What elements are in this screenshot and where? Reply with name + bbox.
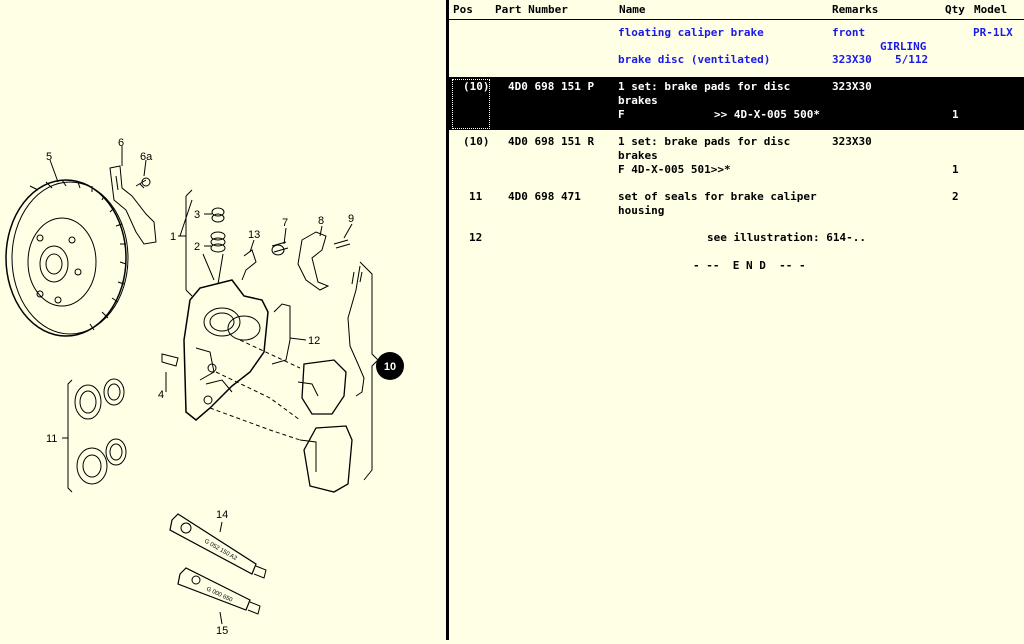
row-pos: (10) — [463, 80, 490, 93]
callout-15[interactable]: 15 — [216, 625, 229, 637]
row-part-number[interactable]: 4D0 698 471 — [508, 190, 581, 203]
brake-assembly-illustration — [0, 0, 446, 640]
group-name-line1: floating caliper brake — [618, 26, 764, 39]
col-header-part-number[interactable]: Part Number — [495, 3, 568, 16]
callout-8[interactable]: 8 — [318, 215, 325, 227]
tube-label-15: G 000 650 — [205, 586, 234, 604]
group-name-line2: brake disc (ventilated) — [618, 53, 771, 66]
brake-disc-drawing — [6, 180, 128, 336]
end-marker: - -- E N D -- - — [693, 259, 806, 272]
row-name-line2: brakes — [618, 149, 658, 162]
tube-label-14: G 052 150 A2 — [203, 538, 238, 563]
callout-10-highlight[interactable] — [376, 352, 404, 380]
row-remarks: 323X30 — [832, 80, 872, 93]
group-model: PR-1LX — [973, 26, 1013, 39]
row-qty: 1 — [952, 108, 959, 121]
col-header-name[interactable]: Name — [619, 3, 646, 16]
callout-11[interactable]: 11 — [46, 433, 58, 445]
row-qty: 1 — [952, 163, 959, 176]
callout-5[interactable]: 5 — [46, 151, 53, 163]
row-pos: 12 — [469, 231, 483, 244]
row-remarks: 323X30 — [832, 135, 872, 148]
group-remarks-girling: GIRLING — [880, 40, 927, 53]
callout-6a[interactable]: 6a — [140, 151, 153, 163]
row-name-line2: housing — [618, 204, 665, 217]
col-header-pos[interactable]: Pos — [453, 3, 473, 16]
see-illustration-link[interactable]: see illustration: 614-.. — [707, 231, 866, 244]
row-part-number[interactable]: 4D0 698 151 P — [508, 80, 595, 93]
row-name-line3: F 4D-X-005 501>>* — [618, 163, 731, 176]
callout-13[interactable]: 13 — [248, 229, 261, 241]
row-name-line1: 1 set: brake pads for disc — [618, 135, 791, 148]
callout-7[interactable]: 7 — [282, 217, 289, 229]
col-header-qty[interactable]: Qty — [945, 3, 965, 16]
row-qty: 2 — [952, 190, 959, 203]
row-name-line2: brakes — [618, 94, 658, 107]
col-header-remarks[interactable]: Remarks — [832, 3, 879, 16]
row-name-line3a: F — [618, 108, 625, 121]
callout-1[interactable]: 1 — [170, 231, 177, 243]
callout-3[interactable]: 3 — [194, 209, 201, 221]
row-part-number[interactable]: 4D0 698 151 R — [508, 135, 595, 148]
group-remarks-line1: front — [832, 26, 866, 39]
header-rule — [449, 19, 1024, 20]
group-remarks-size: 323X30 — [832, 53, 872, 66]
row-pos: (10) — [463, 135, 490, 148]
row-name-line1: 1 set: brake pads for disc — [618, 80, 791, 93]
callout-9[interactable]: 9 — [348, 213, 355, 225]
group-remarks-bolt-pattern: 5/112 — [895, 53, 929, 66]
parts-diagram[interactable] — [0, 0, 446, 640]
callout-14[interactable]: 14 — [216, 509, 229, 521]
row-name-line3b: >> 4D-X-005 500* — [714, 108, 820, 121]
row-pos: 11 — [469, 190, 483, 203]
callout-4[interactable]: 4 — [158, 389, 165, 401]
callout-6[interactable]: 6 — [118, 137, 125, 149]
callout-12[interactable]: 12 — [308, 335, 321, 347]
col-header-model[interactable]: Model — [974, 3, 1008, 16]
parts-listing — [449, 0, 1024, 640]
callout-10[interactable]: 10 — [383, 361, 397, 373]
callout-2[interactable]: 2 — [194, 241, 201, 253]
row-name-line1: set of seals for brake caliper — [618, 190, 817, 203]
table-row-selected[interactable] — [449, 77, 1024, 130]
